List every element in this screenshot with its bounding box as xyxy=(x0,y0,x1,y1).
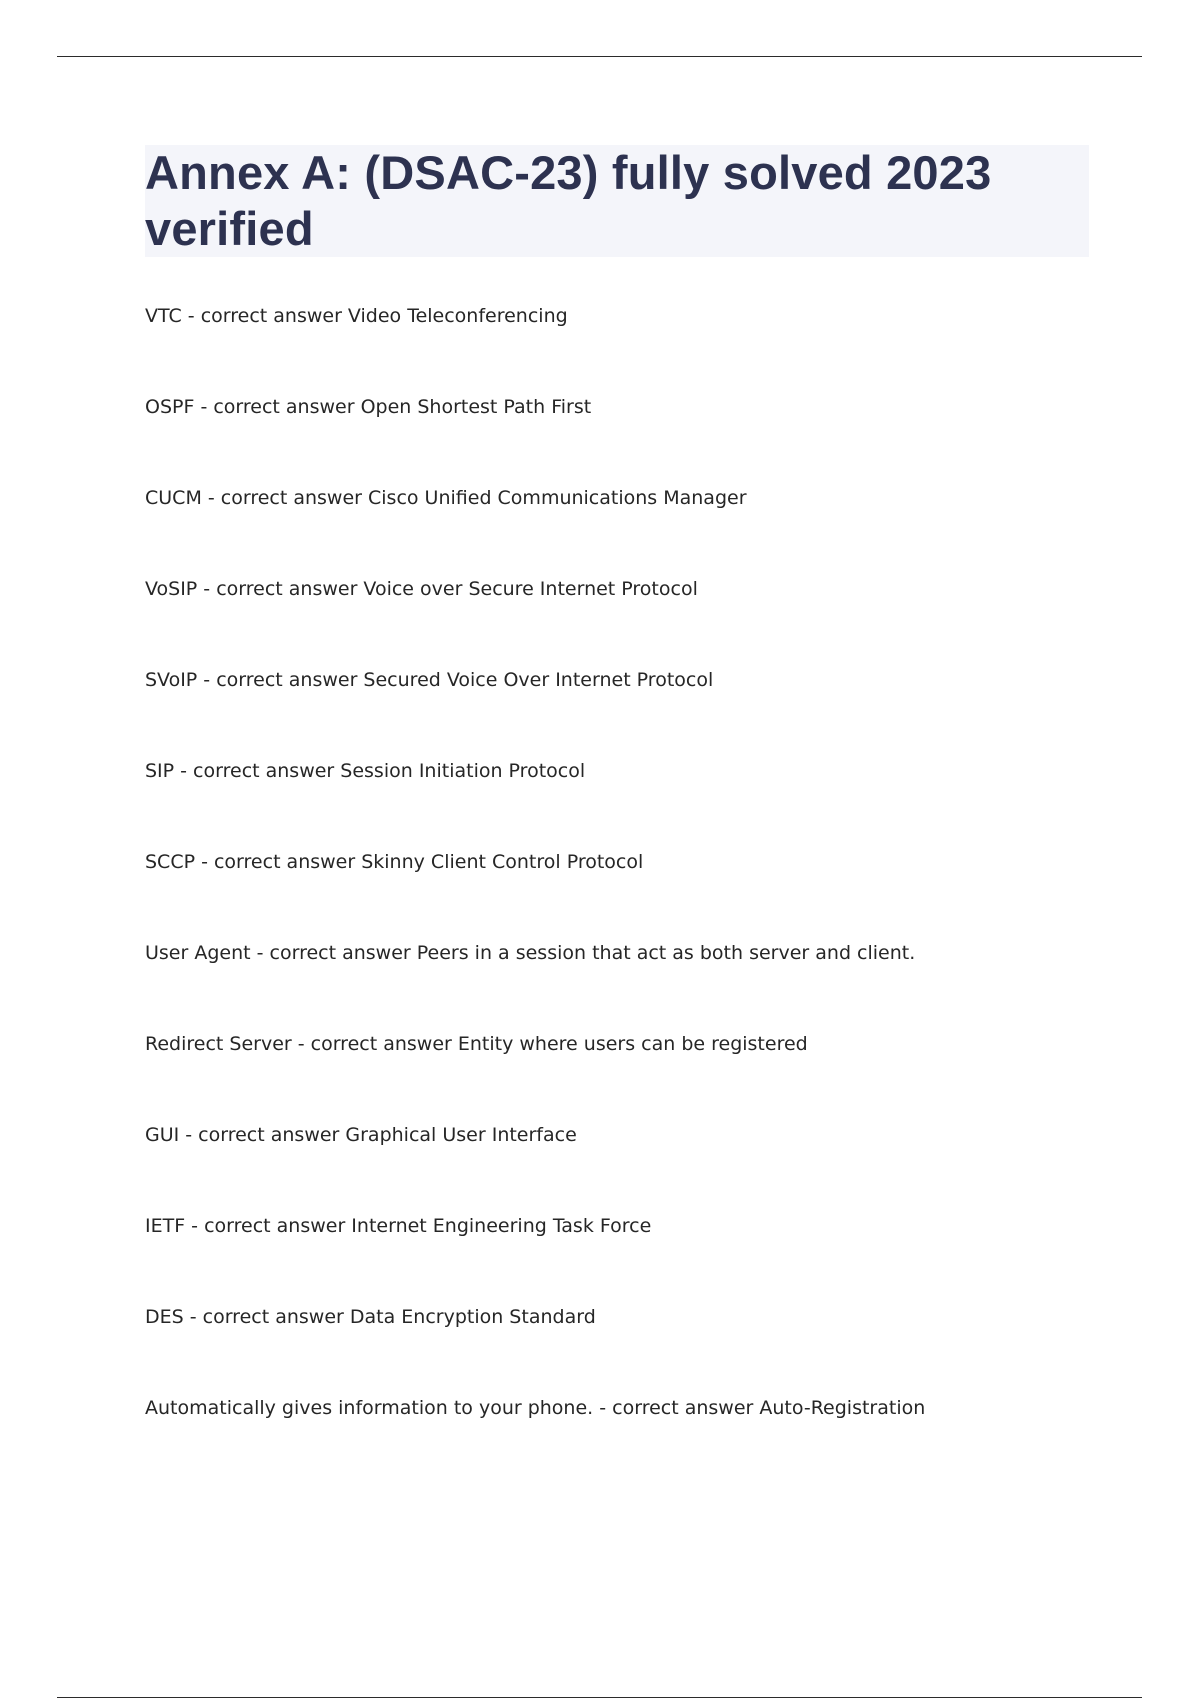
qa-item: IETF - correct answer Internet Engineering Task Force xyxy=(145,1215,652,1237)
header-rule xyxy=(57,56,1142,57)
qa-item: CUCM - correct answer Cisco Unified Communications Manager xyxy=(145,487,747,509)
qa-list xyxy=(145,302,1105,1485)
qa-item: SIP - correct answer Session Initiation Protocol xyxy=(145,760,586,782)
qa-item: SVoIP - correct answer Secured Voice Over Internet Protocol xyxy=(145,669,714,691)
qa-item: Automatically gives information to your phone. - correct answer Auto-Registration xyxy=(145,1397,926,1419)
qa-item: Redirect Server - correct answer Entity where users can be registered xyxy=(145,1033,808,1055)
qa-item: OSPF - correct answer Open Shortest Path First xyxy=(145,396,592,418)
qa-item: User Agent - correct answer Peers in a session that act as both server and client. xyxy=(145,942,916,964)
qa-item: VTC - correct answer Video Teleconferencing xyxy=(145,305,568,327)
title-banner xyxy=(145,145,1089,257)
footer-rule xyxy=(57,1697,1142,1698)
qa-item: SCCP - correct answer Skinny Client Control Protocol xyxy=(145,851,644,873)
qa-item: GUI - correct answer Graphical User Interface xyxy=(145,1124,577,1146)
qa-item: DES - correct answer Data Encryption Standard xyxy=(145,1306,596,1328)
document-title: Annex A: (DSAC-23) fully solved 2023 verified xyxy=(145,146,992,255)
qa-item: VoSIP - correct answer Voice over Secure Internet Protocol xyxy=(145,578,698,600)
